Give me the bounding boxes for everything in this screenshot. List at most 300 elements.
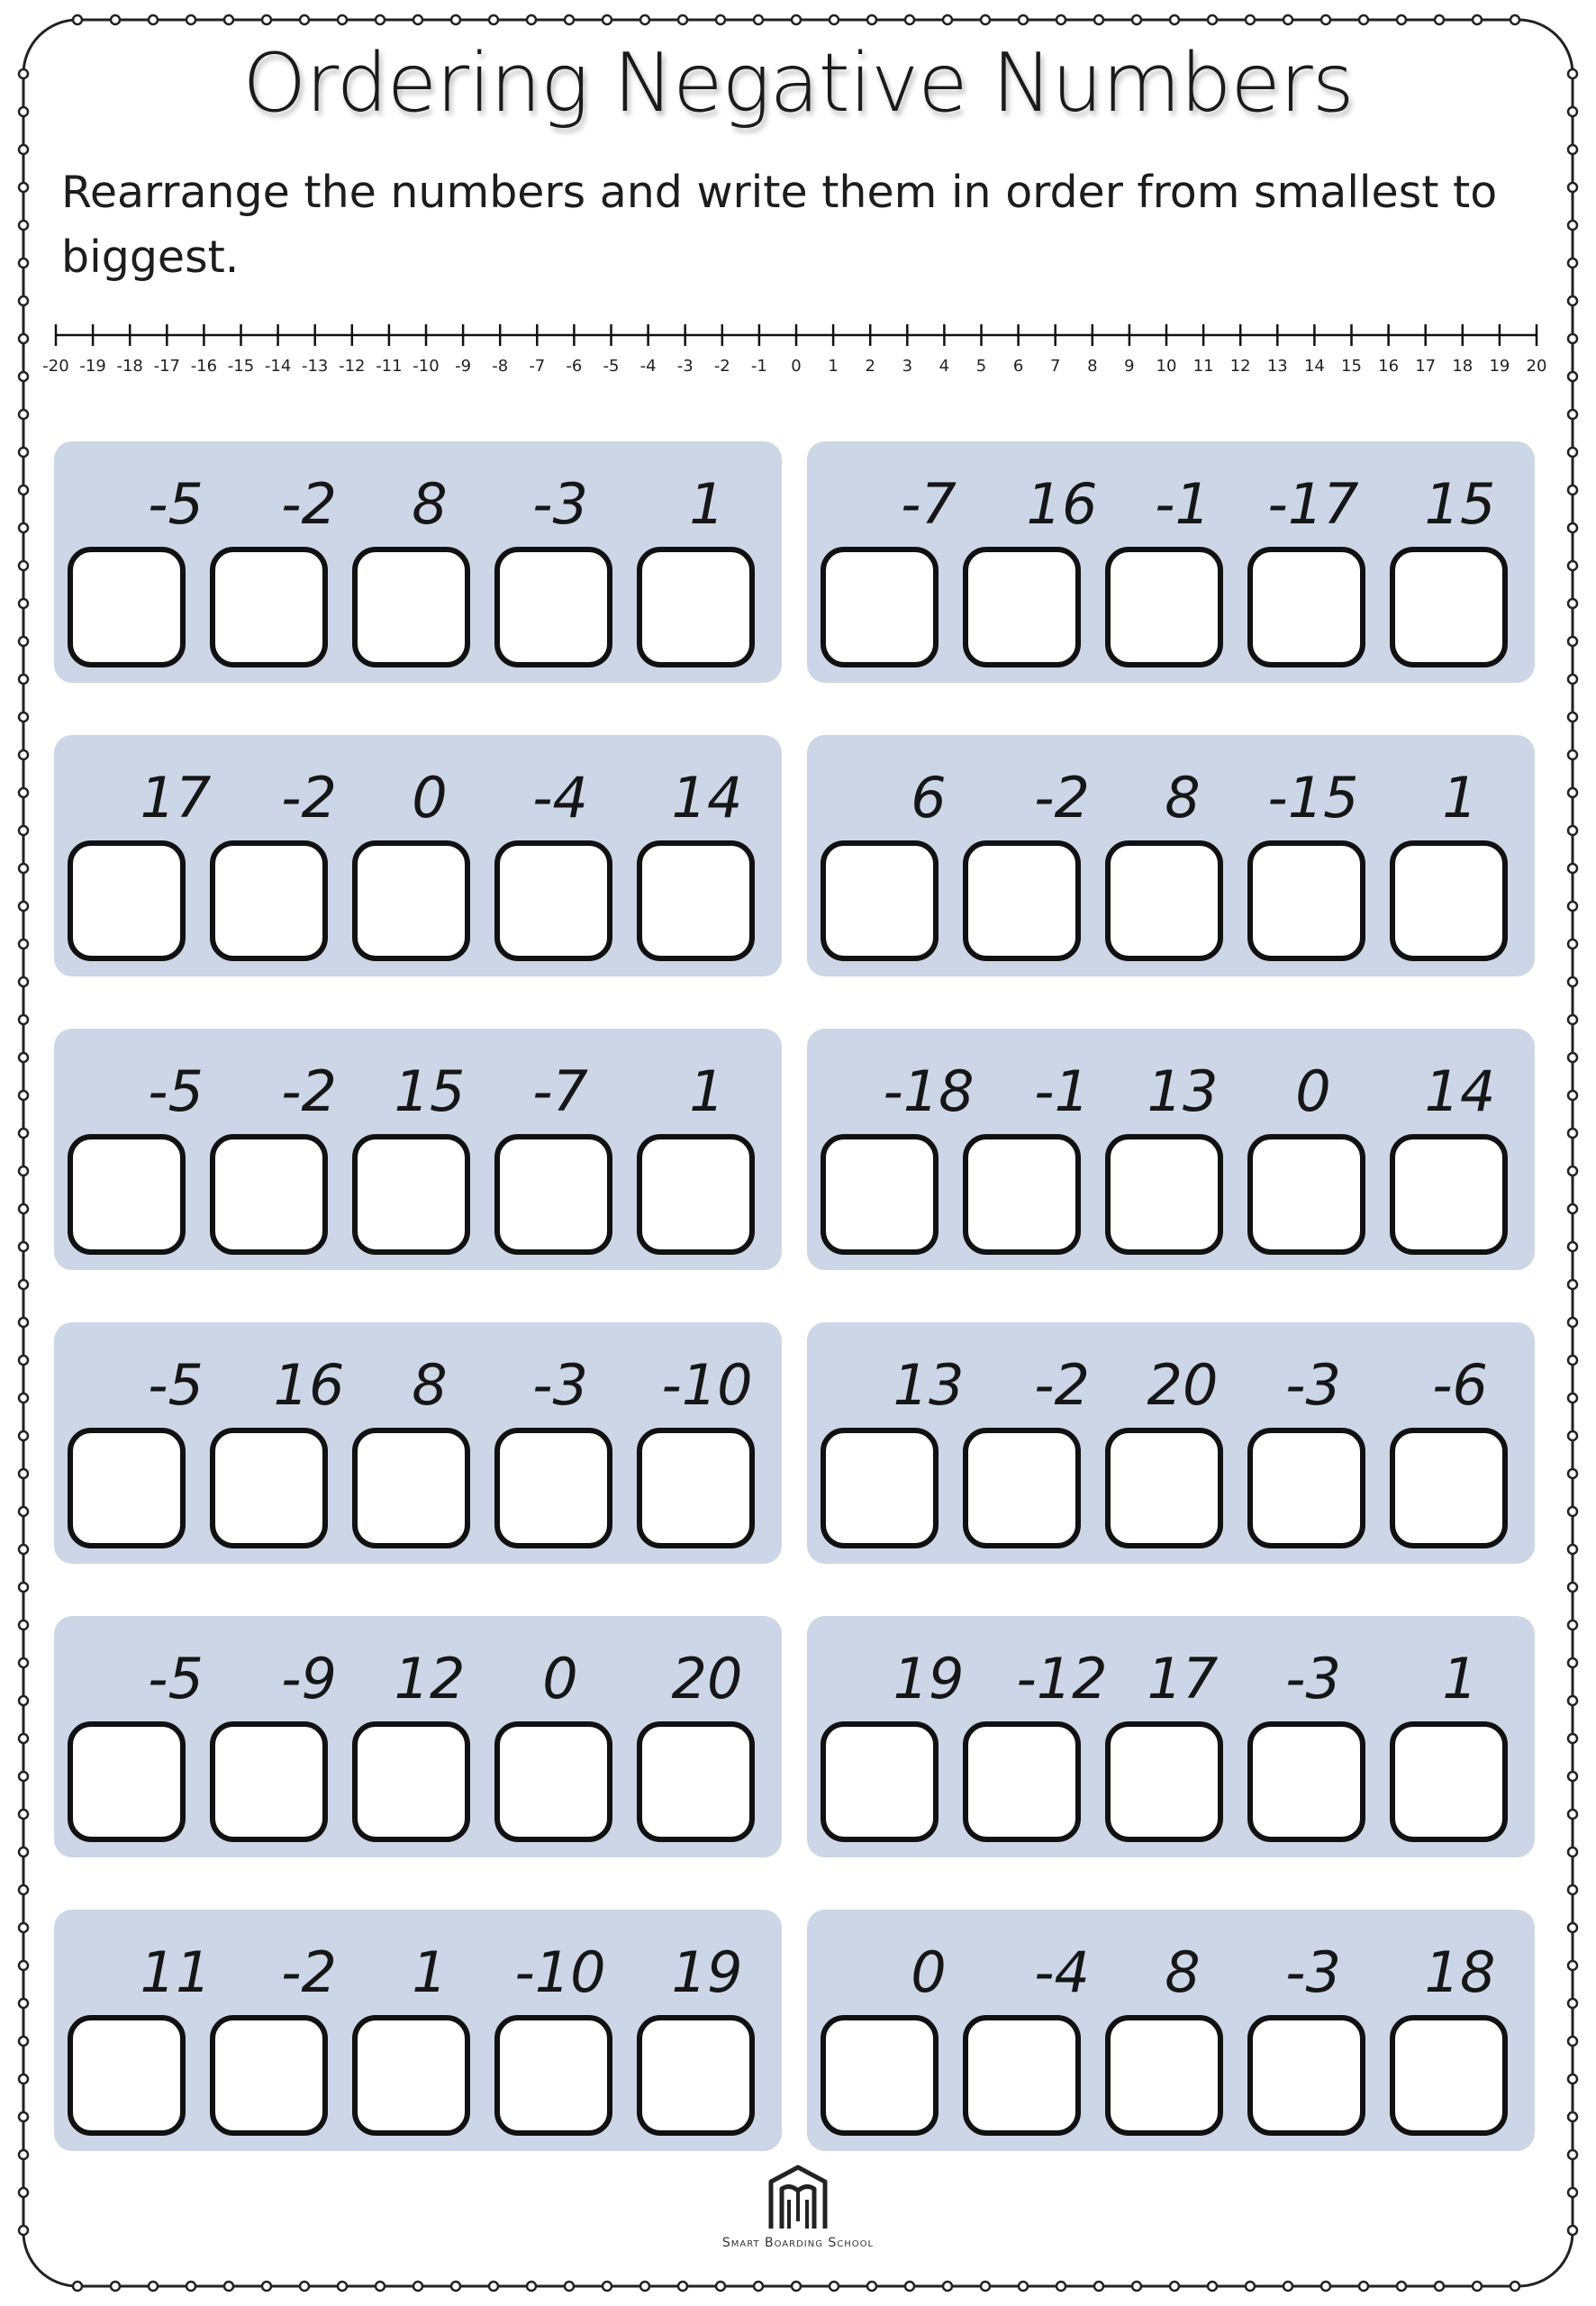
border-dot bbox=[678, 15, 687, 24]
given-number: 6 bbox=[911, 765, 947, 831]
border-dot bbox=[489, 2282, 498, 2291]
border-dot bbox=[19, 410, 28, 419]
border-dot bbox=[1568, 410, 1577, 419]
border-dot bbox=[1568, 750, 1577, 759]
border-dot bbox=[1568, 486, 1577, 495]
given-number: -5 bbox=[148, 471, 204, 537]
number-line-label: 16 bbox=[1378, 357, 1400, 376]
exercise-panel bbox=[54, 735, 782, 976]
border-dot bbox=[1397, 2282, 1406, 2291]
border-dot bbox=[1283, 2282, 1292, 2291]
answer-box[interactable] bbox=[963, 840, 1081, 961]
given-number: 19 bbox=[893, 1646, 965, 1711]
border-dot bbox=[19, 1167, 28, 1176]
given-number: -9 bbox=[281, 1646, 337, 1711]
given-number: 15 bbox=[1424, 471, 1496, 537]
border-dot bbox=[19, 448, 28, 457]
border-dot bbox=[300, 15, 309, 24]
border-dot bbox=[1568, 523, 1577, 532]
border-dot bbox=[19, 1015, 28, 1024]
answer-box[interactable] bbox=[210, 840, 328, 961]
exercise-panel bbox=[807, 735, 1535, 976]
number-line-label: -9 bbox=[455, 357, 472, 376]
answer-box[interactable] bbox=[494, 1134, 612, 1255]
border-dot bbox=[149, 2282, 158, 2291]
given-number: 19 bbox=[671, 1939, 743, 2005]
border-dot bbox=[19, 940, 28, 949]
border-dot bbox=[1568, 1280, 1577, 1289]
number-line-label: 19 bbox=[1489, 357, 1510, 376]
answer-box[interactable] bbox=[821, 1134, 939, 1255]
number-set bbox=[54, 1047, 782, 1137]
border-dot bbox=[19, 1280, 28, 1289]
border-dot bbox=[1435, 15, 1444, 24]
answer-box[interactable] bbox=[352, 1428, 470, 1548]
number-line-label: 11 bbox=[1192, 357, 1214, 376]
border-dot bbox=[19, 637, 28, 646]
border-dot bbox=[1568, 1621, 1577, 1630]
given-number: 1 bbox=[412, 1939, 448, 2005]
border-dot bbox=[262, 2282, 271, 2291]
border-dot bbox=[1568, 2112, 1577, 2121]
given-number: 12 bbox=[394, 1646, 466, 1711]
given-number: -10 bbox=[514, 1939, 606, 2005]
answer-box[interactable] bbox=[68, 1428, 186, 1548]
answer-box[interactable] bbox=[1390, 840, 1508, 961]
border-dot bbox=[1568, 1507, 1577, 1516]
border-dot bbox=[19, 523, 28, 532]
answer-box[interactable] bbox=[352, 840, 470, 961]
given-number: 1 bbox=[1442, 765, 1478, 831]
number-line-label: 4 bbox=[939, 357, 950, 376]
logo-text: Smart Boarding School bbox=[721, 2236, 875, 2250]
border-dot bbox=[1510, 2282, 1519, 2291]
number-line-label: -5 bbox=[603, 357, 620, 376]
given-number: -2 bbox=[281, 1058, 337, 1124]
given-number: 13 bbox=[1147, 1058, 1219, 1124]
border-dot bbox=[1568, 183, 1577, 192]
answer-box[interactable] bbox=[494, 1721, 612, 1842]
answer-box[interactable] bbox=[1105, 547, 1223, 667]
border-dot bbox=[19, 1507, 28, 1516]
border-dot bbox=[905, 15, 914, 24]
border-dot bbox=[1568, 713, 1577, 722]
exercise-panel bbox=[54, 1616, 782, 1857]
border-dot bbox=[1568, 1204, 1577, 1213]
answer-box[interactable] bbox=[1390, 2015, 1508, 2136]
border-dot bbox=[1568, 2226, 1577, 2235]
border-dot bbox=[19, 1356, 28, 1365]
border-dot bbox=[1568, 1772, 1577, 1781]
border-dot bbox=[1208, 2282, 1217, 2291]
number-line-label: -15 bbox=[227, 357, 255, 376]
border-dot bbox=[186, 15, 195, 24]
given-number: 1 bbox=[1442, 1646, 1478, 1711]
border-dot bbox=[792, 15, 801, 24]
number-line-label: 8 bbox=[1087, 357, 1098, 376]
answer-box[interactable] bbox=[1247, 1134, 1365, 1255]
exercise-panel bbox=[807, 1029, 1535, 1270]
border-dot bbox=[338, 15, 347, 24]
border-dot bbox=[19, 1469, 28, 1478]
number-line-label: 3 bbox=[902, 357, 913, 376]
border-dot bbox=[1568, 2074, 1577, 2084]
number-line bbox=[0, 315, 1596, 396]
answer-box[interactable] bbox=[494, 2015, 612, 2136]
answer-box[interactable] bbox=[963, 1721, 1081, 1842]
border-dot bbox=[1568, 1129, 1577, 1138]
number-line-label: 14 bbox=[1303, 357, 1325, 376]
border-dot bbox=[19, 296, 28, 305]
given-number: -3 bbox=[1285, 1646, 1341, 1711]
number-line-label: -10 bbox=[413, 357, 440, 376]
answer-box[interactable] bbox=[637, 2015, 755, 2136]
given-number: -2 bbox=[1034, 1352, 1090, 1418]
given-number: -15 bbox=[1267, 765, 1359, 831]
number-set bbox=[54, 1340, 782, 1430]
given-number: 0 bbox=[542, 1646, 578, 1711]
given-number: 14 bbox=[1424, 1058, 1496, 1124]
number-set bbox=[54, 1634, 782, 1724]
number-set bbox=[54, 1928, 782, 2018]
border-dot bbox=[300, 2282, 309, 2291]
answer-box[interactable] bbox=[68, 547, 186, 667]
answer-box[interactable] bbox=[637, 1428, 755, 1548]
border-dot bbox=[1568, 1999, 1577, 2008]
border-dot bbox=[1568, 1394, 1577, 1403]
border-dot bbox=[830, 15, 839, 24]
given-number: 0 bbox=[911, 1939, 947, 2005]
answer-box[interactable] bbox=[494, 840, 612, 961]
border-dot bbox=[1321, 2282, 1330, 2291]
number-line-label: -7 bbox=[529, 357, 546, 376]
answer-box[interactable] bbox=[1105, 1134, 1223, 1255]
answer-box[interactable] bbox=[963, 1134, 1081, 1255]
answer-box[interactable] bbox=[821, 1721, 939, 1842]
border-dot bbox=[1473, 15, 1482, 24]
border-dot bbox=[19, 1091, 28, 1100]
border-dot bbox=[1321, 15, 1330, 24]
border-dot bbox=[1568, 1658, 1577, 1667]
border-dot bbox=[640, 15, 649, 24]
border-dot bbox=[19, 902, 28, 911]
border-dot bbox=[19, 2074, 28, 2084]
exercise-panel bbox=[54, 1910, 782, 2151]
border-dot bbox=[1056, 15, 1066, 24]
answer-box[interactable] bbox=[68, 840, 186, 961]
answer-box[interactable] bbox=[821, 547, 939, 667]
given-number: -3 bbox=[532, 1352, 588, 1418]
border-dot bbox=[905, 2282, 914, 2291]
answer-box[interactable] bbox=[352, 1721, 470, 1842]
given-number: -2 bbox=[1034, 765, 1090, 831]
border-dot bbox=[1568, 1961, 1577, 1970]
answer-box[interactable] bbox=[1247, 1721, 1365, 1842]
border-dot bbox=[1568, 1167, 1577, 1176]
given-number: 8 bbox=[1165, 765, 1201, 831]
border-dot bbox=[1208, 15, 1217, 24]
answer-box[interactable] bbox=[352, 1134, 470, 1255]
answer-box[interactable] bbox=[963, 547, 1081, 667]
border-dot bbox=[451, 15, 460, 24]
border-dot bbox=[1568, 637, 1577, 646]
border-dot bbox=[19, 599, 28, 608]
answer-box[interactable] bbox=[1247, 547, 1365, 667]
border-dot bbox=[1170, 15, 1179, 24]
border-dot bbox=[1568, 788, 1577, 797]
number-line-label: -6 bbox=[566, 357, 583, 376]
border-dot bbox=[19, 1394, 28, 1403]
border-dot bbox=[1359, 2282, 1368, 2291]
answer-box[interactable] bbox=[637, 547, 755, 667]
border-dot bbox=[19, 2037, 28, 2046]
border-dot bbox=[19, 1621, 28, 1630]
border-dot bbox=[1435, 2282, 1444, 2291]
border-dot bbox=[19, 1583, 28, 1592]
given-number: 13 bbox=[893, 1352, 965, 1418]
answer-box[interactable] bbox=[821, 1428, 939, 1548]
border-dot bbox=[1568, 561, 1577, 570]
border-dot bbox=[19, 1318, 28, 1327]
border-dot bbox=[111, 15, 120, 24]
number-set bbox=[807, 753, 1535, 843]
number-line-label: -16 bbox=[190, 357, 218, 376]
given-number: 16 bbox=[1026, 471, 1098, 537]
answer-box[interactable] bbox=[821, 840, 939, 961]
border-dot bbox=[1094, 15, 1103, 24]
border-dot bbox=[262, 15, 271, 24]
exercise-panel bbox=[54, 1029, 782, 1270]
answer-box[interactable] bbox=[210, 2015, 328, 2136]
answer-box[interactable] bbox=[210, 1134, 328, 1255]
answer-box[interactable] bbox=[1390, 1428, 1508, 1548]
exercise-panel bbox=[807, 1910, 1535, 2151]
border-dot bbox=[1568, 1356, 1577, 1365]
border-dot bbox=[1246, 2282, 1255, 2291]
border-dot bbox=[565, 15, 574, 24]
number-line-label: 0 bbox=[791, 357, 802, 376]
border-dot bbox=[19, 1772, 28, 1781]
answer-box[interactable] bbox=[352, 547, 470, 667]
border-dot bbox=[1568, 1469, 1577, 1478]
border-dot bbox=[19, 750, 28, 759]
border-dot bbox=[1568, 259, 1577, 268]
answer-box[interactable] bbox=[1390, 1721, 1508, 1842]
border-dot bbox=[981, 2282, 990, 2291]
border-dot bbox=[1568, 940, 1577, 949]
border-dot bbox=[754, 15, 763, 24]
answer-box[interactable] bbox=[1247, 1428, 1365, 1548]
answer-box[interactable] bbox=[1247, 840, 1365, 961]
answer-box[interactable] bbox=[494, 547, 612, 667]
answer-box[interactable] bbox=[210, 547, 328, 667]
border-dot bbox=[1568, 145, 1577, 154]
border-dot bbox=[1568, 826, 1577, 835]
border-dot bbox=[19, 1545, 28, 1554]
number-line-label: -2 bbox=[713, 357, 730, 376]
number-line-label: -1 bbox=[750, 357, 767, 376]
given-number: 17 bbox=[140, 765, 212, 831]
given-number: 17 bbox=[1147, 1646, 1219, 1711]
border-dot bbox=[1568, 977, 1577, 986]
number-set bbox=[807, 459, 1535, 549]
given-number: -3 bbox=[1285, 1352, 1341, 1418]
answer-box[interactable] bbox=[68, 1721, 186, 1842]
number-line-label: 10 bbox=[1156, 357, 1177, 376]
number-set bbox=[807, 1634, 1535, 1724]
answer-box[interactable] bbox=[1105, 840, 1223, 961]
border-dot bbox=[19, 1129, 28, 1138]
page-title: Ordering Negative Numbers bbox=[242, 36, 1354, 131]
given-number: 0 bbox=[412, 765, 448, 831]
border-dot bbox=[1246, 15, 1255, 24]
border-dot bbox=[678, 2282, 687, 2291]
border-dot bbox=[1568, 296, 1577, 305]
answer-box[interactable] bbox=[494, 1428, 612, 1548]
border-dot bbox=[19, 1885, 28, 1894]
border-dot bbox=[1132, 2282, 1141, 2291]
answer-box[interactable] bbox=[637, 840, 755, 961]
number-set bbox=[807, 1047, 1535, 1137]
border-dot bbox=[19, 486, 28, 495]
answer-box[interactable] bbox=[68, 2015, 186, 2136]
given-number: 20 bbox=[671, 1646, 743, 1711]
border-dot bbox=[19, 826, 28, 835]
answer-box[interactable] bbox=[1105, 1721, 1223, 1842]
border-dot bbox=[1568, 1734, 1577, 1743]
instructions-text: Rearrange the numbers and write them in order from smallest to biggest. bbox=[61, 167, 1498, 283]
number-set bbox=[807, 1928, 1535, 2018]
border-dot bbox=[19, 675, 28, 684]
answer-box[interactable] bbox=[68, 1134, 186, 1255]
number-line-label: -17 bbox=[153, 357, 181, 376]
border-dot bbox=[19, 788, 28, 797]
border-dot bbox=[19, 977, 28, 986]
border-dot bbox=[19, 183, 28, 192]
number-line-label: -11 bbox=[376, 357, 403, 376]
answer-box[interactable] bbox=[352, 2015, 470, 2136]
number-line-label: 6 bbox=[1012, 357, 1024, 376]
answer-box[interactable] bbox=[210, 1721, 328, 1842]
border-dot bbox=[792, 2282, 801, 2291]
border-dot bbox=[19, 1242, 28, 1251]
border-dot bbox=[565, 2282, 574, 2291]
border-dot bbox=[867, 2282, 876, 2291]
given-number: -17 bbox=[1267, 471, 1359, 537]
number-line-label: 7 bbox=[1049, 357, 1061, 376]
number-line-label: 18 bbox=[1452, 357, 1474, 376]
border-dot bbox=[19, 1848, 28, 1857]
border-dot bbox=[1568, 1015, 1577, 1024]
border-dot bbox=[1568, 1431, 1577, 1440]
number-line-label: -14 bbox=[264, 357, 292, 376]
answer-box[interactable] bbox=[637, 1721, 755, 1842]
border-dot bbox=[1568, 902, 1577, 911]
given-number: -3 bbox=[532, 471, 588, 537]
given-number: -18 bbox=[883, 1058, 975, 1124]
border-dot bbox=[640, 2282, 649, 2291]
border-dot bbox=[19, 1999, 28, 2008]
given-number: -2 bbox=[281, 765, 337, 831]
border-dot bbox=[1568, 1318, 1577, 1327]
number-line-label: -4 bbox=[639, 357, 657, 376]
given-number: -4 bbox=[532, 765, 588, 831]
border-dot bbox=[527, 15, 536, 24]
border-dot bbox=[19, 1961, 28, 1970]
answer-box[interactable] bbox=[1390, 1134, 1508, 1255]
given-number: -1 bbox=[1155, 471, 1211, 537]
border-dot bbox=[149, 15, 158, 24]
number-line-label: -13 bbox=[301, 357, 329, 376]
border-dot bbox=[19, 1923, 28, 1932]
answer-box[interactable] bbox=[1390, 547, 1508, 667]
number-line-label: 17 bbox=[1415, 357, 1437, 376]
number-line-label: 5 bbox=[975, 357, 987, 376]
answer-box[interactable] bbox=[821, 2015, 939, 2136]
answer-box[interactable] bbox=[210, 1428, 328, 1548]
border-dot bbox=[1568, 1545, 1577, 1554]
border-dot bbox=[1568, 1848, 1577, 1857]
exercise-panel bbox=[54, 441, 782, 683]
border-dot bbox=[224, 2282, 233, 2291]
given-number: -6 bbox=[1432, 1352, 1488, 1418]
border-dot bbox=[186, 2282, 195, 2291]
border-dot bbox=[1568, 221, 1577, 230]
border-dot bbox=[19, 2188, 28, 2197]
border-dot bbox=[73, 2282, 82, 2291]
answer-box[interactable] bbox=[963, 1428, 1081, 1548]
given-number: -4 bbox=[1034, 1939, 1090, 2005]
exercise-panel bbox=[807, 441, 1535, 683]
given-number: 11 bbox=[140, 1939, 212, 2005]
number-line-label: -20 bbox=[42, 357, 69, 376]
border-dot bbox=[111, 2282, 120, 2291]
border-dot bbox=[754, 2282, 763, 2291]
answer-box[interactable] bbox=[963, 2015, 1081, 2136]
answer-box[interactable] bbox=[637, 1134, 755, 1255]
border-dot bbox=[19, 864, 28, 873]
given-number: -3 bbox=[1285, 1939, 1341, 2005]
border-dot bbox=[830, 2282, 839, 2291]
border-dot bbox=[1283, 15, 1292, 24]
number-line-label: 9 bbox=[1124, 357, 1135, 376]
border-dot bbox=[1568, 1242, 1577, 1251]
given-number: -10 bbox=[661, 1352, 753, 1418]
border-dot bbox=[1170, 2282, 1179, 2291]
answer-box[interactable] bbox=[1105, 1428, 1223, 1548]
answer-box[interactable] bbox=[1105, 2015, 1223, 2136]
border-dot bbox=[603, 15, 612, 24]
number-line-label: 13 bbox=[1266, 357, 1288, 376]
number-set bbox=[54, 753, 782, 843]
border-dot bbox=[943, 2282, 952, 2291]
border-dot bbox=[1568, 1091, 1577, 1100]
border-dot bbox=[1397, 15, 1406, 24]
answer-box[interactable] bbox=[1247, 2015, 1365, 2136]
given-number: 1 bbox=[689, 1058, 725, 1124]
border-dot bbox=[451, 2282, 460, 2291]
given-number: -7 bbox=[901, 471, 957, 537]
border-dot bbox=[19, 221, 28, 230]
border-dot bbox=[338, 2282, 347, 2291]
number-line-label: 15 bbox=[1341, 357, 1362, 376]
border-dot bbox=[1568, 1923, 1577, 1932]
number-line-label: -3 bbox=[676, 357, 694, 376]
border-dot bbox=[1473, 2282, 1482, 2291]
number-set bbox=[807, 1340, 1535, 1430]
border-dot bbox=[1056, 2282, 1066, 2291]
border-dot bbox=[603, 2282, 612, 2291]
